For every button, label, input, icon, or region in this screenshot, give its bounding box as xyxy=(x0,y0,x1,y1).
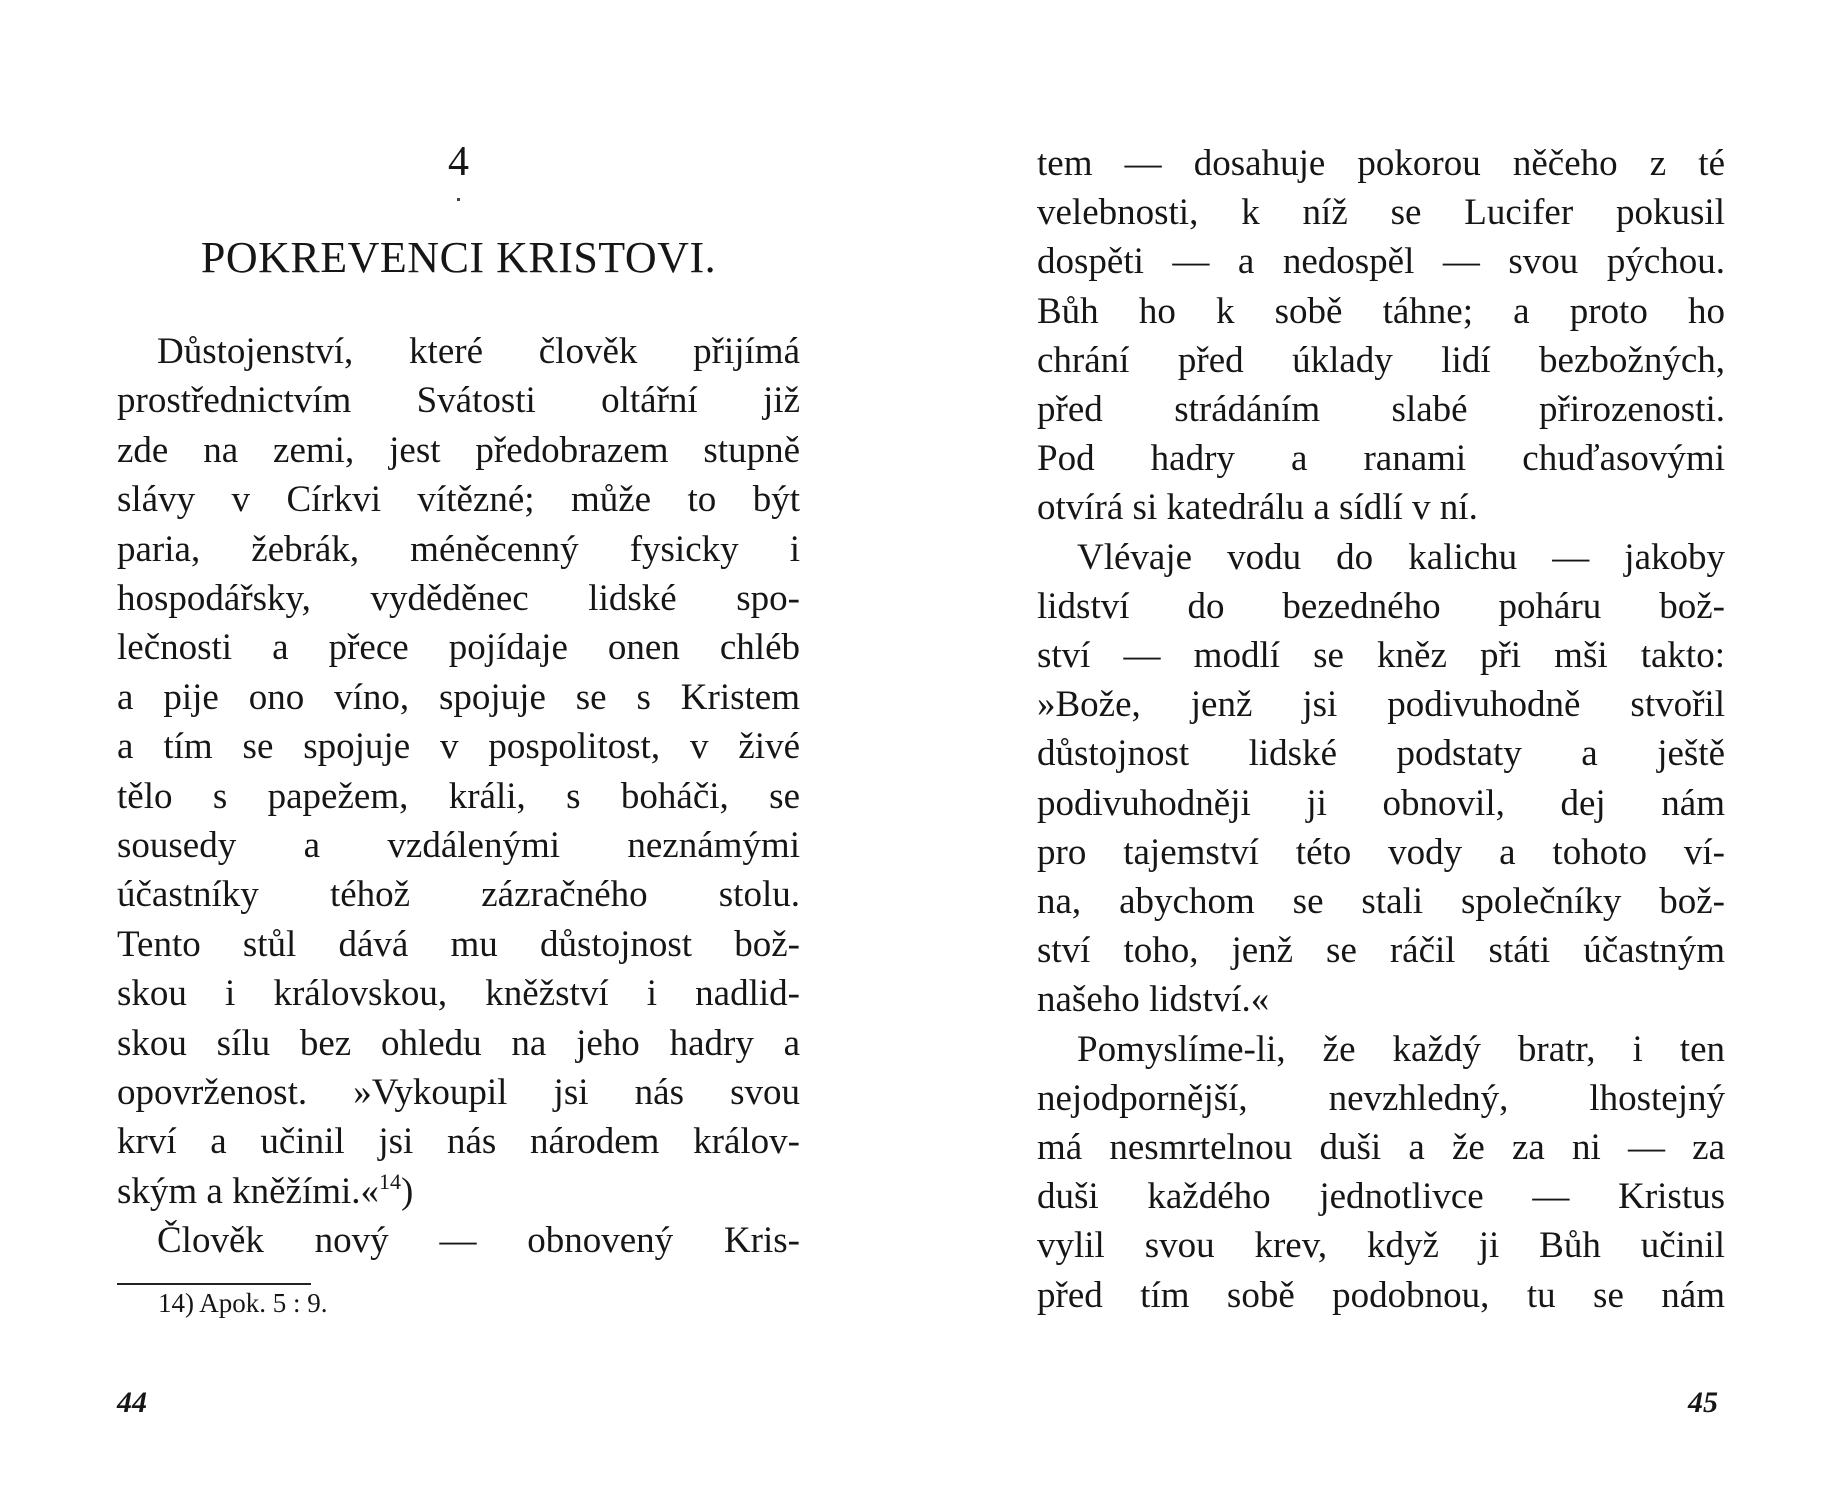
line-text: Vlévaje vodu do kalichu — jakoby xyxy=(1077,536,1725,578)
line-text: chrání před úklady lidí bezbožných, xyxy=(1037,339,1725,381)
text-line xyxy=(1037,877,1725,927)
text-line xyxy=(117,376,800,426)
line-text: ství toho, jenž se ráčil státi účastným xyxy=(1037,930,1725,972)
text-line xyxy=(117,574,800,624)
text-line xyxy=(1037,483,1725,533)
text-line xyxy=(117,722,800,772)
text-line xyxy=(117,327,800,377)
text-line xyxy=(117,772,800,822)
line-text: skou i královskou, kněžství i nadlid- xyxy=(117,973,800,1015)
text-line xyxy=(117,920,800,970)
line-text: Pod hadry a ranami chuďasovými xyxy=(1037,438,1725,480)
line-text: duši každého jednotlivce — Kristus xyxy=(1037,1176,1725,1218)
text-line xyxy=(117,1117,800,1167)
line-text: sousedy a vzdálenými neznámými xyxy=(117,825,800,866)
line-text: lidství do bezedného poháru bož- xyxy=(1037,585,1725,627)
page-number-right: 45 xyxy=(1688,1386,1718,1419)
line-text: a tím se spojuje v pospolitost, v živé xyxy=(117,726,800,768)
text-line xyxy=(1037,779,1725,829)
line-text: velebnosti, k níž se Lucifer pokusil xyxy=(1037,192,1725,234)
chapter-title: POKREVENCI KRISTOVI. xyxy=(200,233,717,282)
line-text: paria, žebrák, méněcenný fysicky i xyxy=(117,528,800,570)
line-text: našeho lidství.« xyxy=(1037,979,1270,1021)
line-text: účastníky téhož zázračného stolu. xyxy=(117,874,800,916)
line-text: tem — dosahuje pokorou něčeho z té xyxy=(1037,143,1725,184)
line-text: důstojnost lidské podstaty a ještě xyxy=(1037,733,1725,775)
footnote-reference[interactable]: 14 xyxy=(379,1168,402,1194)
line-text: Pomyslíme-li, že každý bratr, i ten xyxy=(1077,1028,1725,1070)
line-text: dospěti — a nedospěl — svou pýchou. xyxy=(1037,241,1725,283)
text-line xyxy=(1037,1123,1725,1173)
text-line xyxy=(1037,828,1725,878)
page-number-left: 44 xyxy=(117,1386,147,1419)
text-line xyxy=(117,673,800,723)
line-text: prostřednictvím Svátosti oltářní již xyxy=(117,380,800,422)
line-text: nejodpornější, nevzhledný, lhostejný xyxy=(1037,1077,1725,1119)
text-line xyxy=(1037,680,1725,730)
text-line xyxy=(117,821,800,871)
line-text: »Bože, jenž jsi podivuhodně stvořil xyxy=(1037,684,1725,726)
line-text: krví a učinil jsi nás národem králov- xyxy=(117,1121,800,1163)
line-text: ství — modlí se kněz při mši takto: xyxy=(1037,635,1725,676)
line-text: hospodářsky, vyděděnec lidské spo- xyxy=(117,578,800,619)
text-line xyxy=(1037,1221,1725,1271)
text-line xyxy=(1037,287,1725,337)
text-line xyxy=(1037,336,1725,386)
text-line xyxy=(1037,533,1725,583)
line-text: opovrženost. »Vykoupil jsi nás svou xyxy=(117,1072,800,1113)
line-text: Člověk nový — obnovený Kris- xyxy=(157,1220,800,1262)
text-line xyxy=(1037,434,1725,484)
text-line xyxy=(1037,1271,1725,1321)
line-text: pro tajemství této vody a tohoto ví- xyxy=(1037,831,1725,873)
line-text: Bůh ho k sobě táhne; a proto ho xyxy=(1037,290,1725,332)
text-line xyxy=(1037,1172,1725,1222)
text-line xyxy=(117,870,800,920)
footnote: 14) Apok. 5 : 9. xyxy=(158,1288,328,1318)
text-line xyxy=(1037,926,1725,976)
text-line xyxy=(117,426,800,476)
line-text: podivuhodněji ji obnovil, dej nám xyxy=(1037,782,1725,824)
line-text: otvírá si katedrálu a sídlí v ní. xyxy=(1037,487,1478,529)
text-line xyxy=(1037,1025,1725,1075)
line-text: Tento stůl dává mu důstojnost bož- xyxy=(117,923,800,965)
line-text: zde na zemi, jest předobrazem stupně xyxy=(117,429,800,471)
text-line xyxy=(1037,975,1725,1025)
text-line xyxy=(117,475,800,525)
line-text: lečnosti a přece pojídaje onen chléb xyxy=(117,627,800,669)
line-text: před tím sobě podobnou, tu se nám xyxy=(1037,1274,1725,1316)
footnote-rule xyxy=(117,1283,311,1285)
text-line xyxy=(117,623,800,673)
text-line xyxy=(1037,139,1725,189)
ornament-dot xyxy=(457,198,460,201)
text-line xyxy=(1037,237,1725,287)
line-text: tělo s papežem, králi, s boháči, se xyxy=(117,775,800,817)
text-line xyxy=(1037,385,1725,435)
text-line xyxy=(117,1068,800,1118)
text-line xyxy=(117,1019,800,1069)
line-text: má nesmrtelnou duši a že za ni — za xyxy=(1037,1127,1725,1168)
line-text: před strádáním slabé přirozenosti. xyxy=(1037,389,1725,430)
line-text: Důstojenství, které člověk přijímá xyxy=(157,331,800,372)
text-line xyxy=(117,1216,800,1266)
chapter-number: 4 xyxy=(448,139,469,185)
text-line xyxy=(117,969,800,1019)
text-line xyxy=(1037,582,1725,632)
text-line xyxy=(1037,729,1725,779)
footnote-reference-paren: ) xyxy=(401,1170,414,1212)
line-text: na, abychom se stali společníky bož- xyxy=(1037,881,1725,922)
right-page xyxy=(914,0,1828,1501)
line-text: skou sílu bez ohledu na jeho hadry a xyxy=(117,1022,800,1064)
line-text: a pije ono víno, spojuje se s Kristem xyxy=(117,676,800,718)
line-text: ským a kněžími.« xyxy=(117,1170,380,1212)
line-text: slávy v Církvi vítězné; může to být xyxy=(117,479,800,521)
text-line xyxy=(1037,188,1725,238)
text-line xyxy=(117,1167,800,1217)
line-text: vylil svou krev, když ji Bůh učinil xyxy=(1037,1225,1725,1267)
text-line xyxy=(117,525,800,575)
text-line xyxy=(1037,1074,1725,1124)
text-line xyxy=(1037,631,1725,681)
